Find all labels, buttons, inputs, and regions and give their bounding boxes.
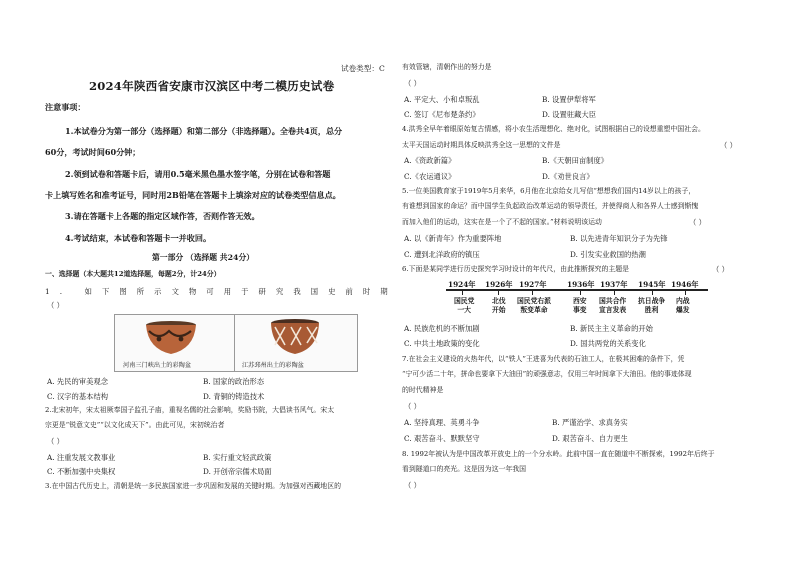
q3-option-a: A. 平定大、小和卓叛乱 bbox=[404, 95, 480, 104]
q3-blank: （ ） bbox=[404, 79, 421, 88]
timeline-event: 抗日战争 胜利 bbox=[638, 297, 666, 314]
timeline-year: 1937年 bbox=[600, 280, 628, 289]
timeline-event: 国共合作 宣言发表 bbox=[599, 297, 627, 314]
q7-option-c: C. 艰苦奋斗、默默坚守 bbox=[404, 434, 480, 443]
exam-type: 试卷类型：C bbox=[341, 64, 385, 73]
q5-stem-line3: 而加入他们的运动，这实在是一个了不起的国家。”材料说明该运动 bbox=[402, 218, 602, 226]
q1-caption-right: 江苏邳州出土的彩陶盆 bbox=[242, 362, 304, 369]
timeline-axis bbox=[446, 289, 708, 291]
q5-option-a: A. 以《新青年》作为重要阵地 bbox=[404, 234, 502, 243]
q7-stem-line3: 的时代精神是 bbox=[402, 386, 444, 394]
q6-stem: 6.下面是某同学进行历史探究学习时设计的年代尺，由此推断探究的主题是 bbox=[402, 265, 630, 273]
timeline-year: 1926年 bbox=[485, 280, 513, 289]
timeline-event: 国民党 一大 bbox=[454, 297, 475, 314]
q4-option-b: B.《天朝田亩制度》 bbox=[542, 156, 609, 165]
q6-option-c: C. 中共土地政策的变化 bbox=[404, 339, 480, 348]
timeline-event: 国民党右派 叛变革命 bbox=[517, 297, 551, 314]
q6-option-b: B. 新民主主义革命的开始 bbox=[570, 324, 653, 333]
timeline-year: 1946年 bbox=[671, 280, 699, 289]
q1-blank: （ ） bbox=[47, 301, 64, 310]
pottery-basin-icon bbox=[143, 319, 199, 357]
q2-stem-line2: 宗更是“锐意文史”“以文化成天下”。由此可见，宋初统治者 bbox=[45, 421, 225, 429]
q1-option-c: C. 汉字的基本结构 bbox=[47, 392, 109, 401]
page-title: 2024年陕西省安康市汉滨区中考二模历史试卷 bbox=[89, 79, 335, 93]
q8-stem-line2: 看到隧道口的亮光。这是因为这一年我国 bbox=[402, 465, 527, 473]
q7-option-d: D. 艰苦奋斗、自力更生 bbox=[552, 434, 628, 443]
q4-stem-line2: 太平天国运动时期具体反映洪秀全这一思想的文件是 bbox=[402, 141, 561, 149]
timeline-year: 1927年 bbox=[519, 280, 547, 289]
q4-option-a: A.《资政新篇》 bbox=[404, 156, 456, 165]
notice-heading: 注意事项： bbox=[45, 102, 86, 112]
q5-option-b: B. 以先进青年知识分子为先锋 bbox=[570, 234, 668, 243]
notice-item: 4.考试结束，本试卷和答题卡一并收回。 bbox=[65, 233, 212, 243]
q3-stem-line2: 有效管辖，清朝作出的努力是 bbox=[402, 63, 492, 71]
q1-option-d: D. 青铜的铸造技术 bbox=[203, 392, 265, 401]
timeline-year: 1924年 bbox=[448, 280, 476, 289]
timeline-tick bbox=[652, 290, 653, 295]
timeline-tick bbox=[580, 290, 581, 295]
timeline-event: 内战 爆发 bbox=[676, 297, 690, 314]
notice-item: 3.请在答题卡上各题的指定区域作答，否则作答无效。 bbox=[65, 211, 260, 221]
q2-stem-line1: 2.北宋初年，宋太祖厥奉国子监孔子庙，重视名儒的社会影响，奖励书院，大倡读书风气。宋太 bbox=[45, 406, 335, 414]
timeline-tick bbox=[614, 290, 615, 295]
notice-item: 1.本试卷分为第一部分（选择题）和第二部分（非选择题）。全卷共4页，总分 bbox=[65, 126, 343, 136]
q5-blank: （ ） bbox=[689, 218, 706, 227]
q5-option-d: D. 引发实业救国的热潮 bbox=[570, 250, 646, 259]
q2-option-c: C. 不断加强中央集权 bbox=[47, 467, 116, 476]
q1-option-a: A. 先民的审美观念 bbox=[47, 377, 108, 386]
q2-option-b: B. 实行重文轻武政策 bbox=[203, 453, 272, 462]
timeline-event: 西安 事变 bbox=[573, 297, 587, 314]
timeline-tick bbox=[685, 290, 686, 295]
q5-stem-line2: 有谁想到国家的命运？而中国学生负起政治改革运动的领导责任，并使得商人和各界人士感到惭愧 bbox=[402, 202, 699, 210]
q3-option-c: C. 签订《尼布楚条约》 bbox=[404, 110, 480, 119]
q3-option-b: B. 设置伊犁将军 bbox=[542, 95, 596, 104]
q2-option-d: D. 开创帝宗儒术局面 bbox=[203, 467, 272, 476]
timeline-tick bbox=[498, 290, 499, 295]
timeline-year: 1936年 bbox=[567, 280, 595, 289]
q4-option-c: C.《农运通议》 bbox=[404, 172, 456, 181]
figure-divider bbox=[234, 315, 235, 371]
part1-heading: 第一部分 （选择题 共24分） bbox=[152, 253, 255, 262]
timeline-tick bbox=[462, 290, 463, 295]
notice-item: 卡上填写姓名和准考证号，同时用2B铅笔在答题卡上填涂对应的试卷类型信息点。 bbox=[45, 190, 341, 200]
q7-blank: （ ） bbox=[404, 402, 421, 411]
q1-stem: 1. 如下图所示文物可用于研究我国史前时期 bbox=[45, 287, 398, 296]
timeline-tick bbox=[532, 290, 533, 295]
q7-stem-line1: 7.在社会主义建设的火热年代，以“铁人”王进喜为代表的石油工人，在极其困难的条件下，凭 bbox=[402, 355, 685, 363]
part1-instruction: 一、选择题（本大题共12道选择题，每题2分，计24分） bbox=[45, 270, 221, 278]
q1-artifact-figure bbox=[114, 314, 358, 372]
q5-option-c: C. 遭到北洋政府的镇压 bbox=[404, 250, 480, 259]
timeline-event: 北伐 开始 bbox=[492, 297, 506, 314]
q6-option-d: D. 国共两党的关系变化 bbox=[570, 339, 646, 348]
q6-blank: （ ） bbox=[712, 265, 729, 274]
q5-stem-line1: 5.一位美国教育家于1919年5月来华，6月他在北京给女儿写信“想想我们国内14岁以上的孩子， bbox=[402, 187, 696, 195]
q4-stem-line1: 4.洪秀全早年着眼原始复古情感，将小农生活理想化、绝对化，试图根据自己的设想重塑中国社会。 bbox=[402, 125, 705, 133]
q2-option-a: A. 注重发展文教事业 bbox=[47, 453, 116, 462]
q7-option-b: B. 严谨治学、求真务实 bbox=[552, 418, 628, 427]
q8-stem-line1: 8. 1992年被认为是中国改革开放史上的一个分水岭。此前中国一直在随道中不断探索，1992年后终于 bbox=[402, 450, 715, 458]
q4-option-d: D.《劝世良言》 bbox=[542, 172, 594, 181]
pottery-basin-icon bbox=[267, 317, 323, 357]
timeline-year: 1945年 bbox=[638, 280, 666, 289]
q8-blank: （ ） bbox=[404, 481, 421, 490]
q4-blank: （ ） bbox=[720, 141, 737, 150]
q2-blank: （ ） bbox=[47, 437, 64, 446]
q1-option-b: B. 国家的政治形态 bbox=[203, 377, 265, 386]
q3-stem-line1: 3.在中国古代历史上，清朝是统一多民族国家进一步巩固和发展的关键时期。为加强对西藏地区的 bbox=[45, 482, 341, 490]
q7-stem-line2: “宁可少活二十年，拼命也要拿下大油田”的顽强意志，仅用三年时间拿下大油田。他的事迹体现 bbox=[402, 370, 692, 378]
q7-option-a: A. 坚持真理、英勇斗争 bbox=[404, 418, 480, 427]
q1-caption-left: 河南三门峡出土的彩陶盆 bbox=[123, 362, 192, 369]
notice-item: 2.领到试卷和答题卡后，请用0.5毫米黑色墨水签字笔，分别在试卷和答题 bbox=[65, 169, 331, 179]
q3-option-d: D. 设置驻藏大臣 bbox=[542, 110, 597, 119]
q6-option-a: A. 民族危机的不断加剧 bbox=[404, 324, 480, 333]
notice-item: 60分，考试时间60分钟； bbox=[45, 147, 141, 157]
